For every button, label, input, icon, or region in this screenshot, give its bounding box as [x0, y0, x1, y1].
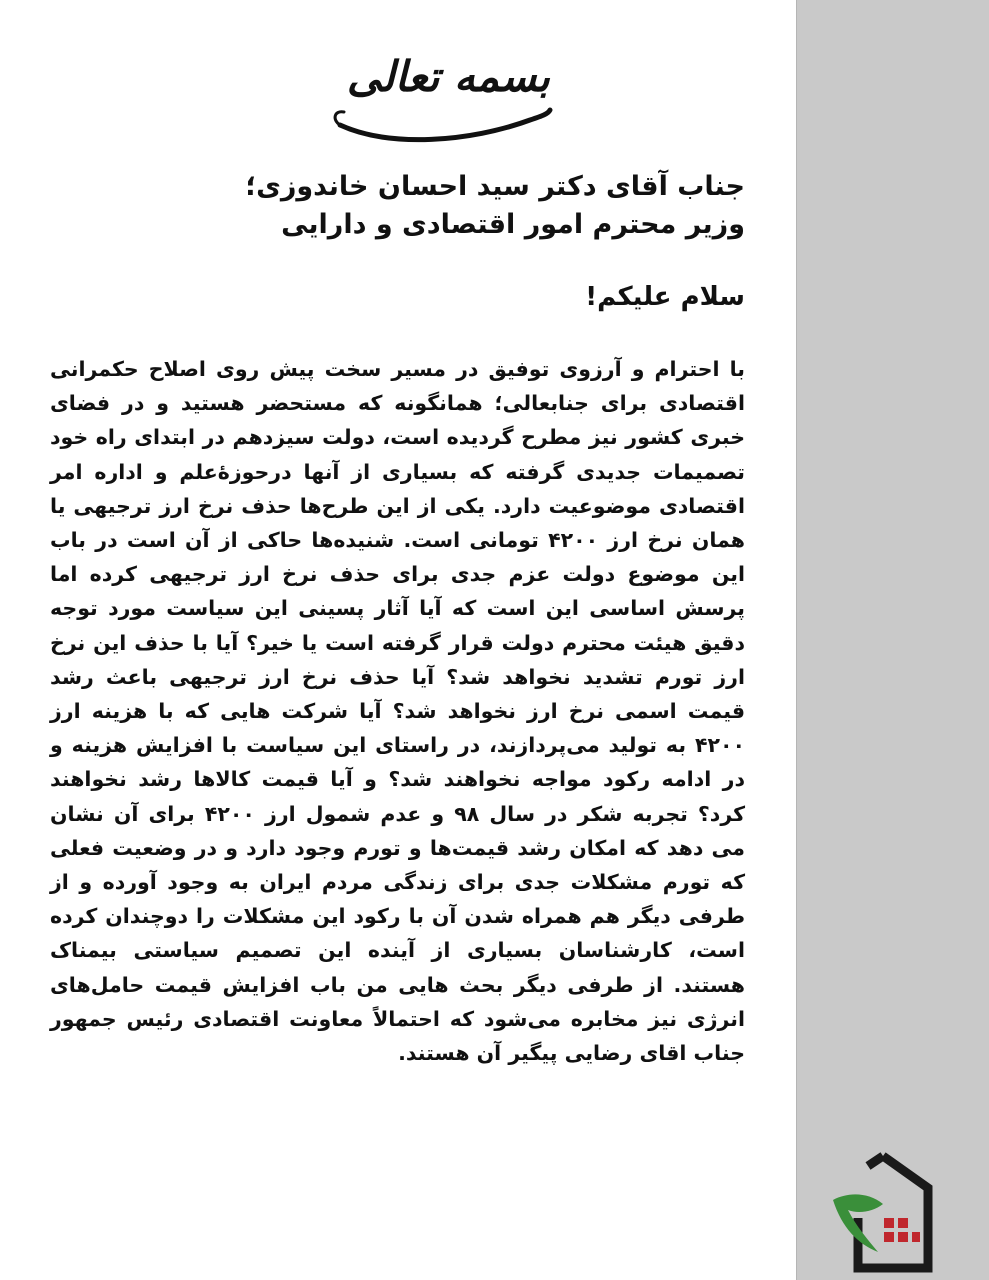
organization-logo	[828, 1148, 938, 1278]
bismillah-calligraphy	[280, 30, 580, 150]
bismillah-text: بسمه تعالی	[346, 52, 550, 101]
side-gray-strip	[796, 0, 989, 1280]
addressee-block	[50, 168, 745, 244]
greeting: سلام علیکم!	[585, 282, 745, 312]
letter-body: با احترام و آرزوی توفیق در مسیر سخت پیش روی اصلاح حکمرانی اقتصادی برای جنابعالی؛ همانگونه که مستحضر هستید و در فضای خبری کشور نیز مطرح گردیده است، دولت سیزدهم در ابتدای راه خود تصمیمات جدیدی گرفته که بسیاری از آنها درحوزۀعلم و اداره امر اقتصادی موضوعیت دارد. یکی از این طرح‌ها حذف نرخ ارز ترجیهی یا همان نرخ ارز ۴۲۰۰ تومانی است. شنیده‌ها حاکی از آن است در باب این موضوع دولت عزم جدی برای حذف نرخ ارز ترجیهی کرده اما پرسش اساسی این است که آیا آثار پسینی این سیاست مورد توجه دقیق هیئت محترم دولت قرار گرفته است یا خیر؟ آیا با حذف این نرخ ارز تورم تشدید نخواهد شد؟ آیا حذف نرخ ارز ترجیهی باعث رشد قیمت اسمی نرخ ارز نخواهد شد؟ آیا شرکت هایی که با هزینه ارز ۴۲۰۰ به تولید می‌پردازند، در راستای این سیاست با افزایش هزینه و در ادامه رکود مواجه نخواهند شد؟ و آیا قیمت کالاها رشد نخواهند کرد؟ تجربه شکر در سال ۹۸ و عدم شمول ارز ۴۲۰۰ برای آن نشان می دهد که امکان رشد قیمت‌ها و تورم وجود دارد و در وضعیت فعلی که تورم مشکلات جدی برای زندگی مردم ایران به وجود آورده و از طرفی دیگر هم همراه شدن آن با رکود این مشکلات را دوچندان کرده است، کارشناسان بسیاری از آینده این تصمیم سیاستی بیمناک هستند. از طرفی دیگر بحث هایی من باب افزایش قیمت حامل‌های انرژی نیز مخابره می‌شود که احتمالاً معاونت اقتصادی رئیس جمهور جناب اقای رضایی پیگیر آن هستند.	[50, 357, 746, 1066]
addressee-title: وزیر محترم امور اقتصادی و دارایی	[281, 209, 745, 240]
letter-content	[50, 0, 745, 1280]
addressee-name: جناب آقای دکتر سید احسان خاندوزی؛	[245, 171, 745, 202]
